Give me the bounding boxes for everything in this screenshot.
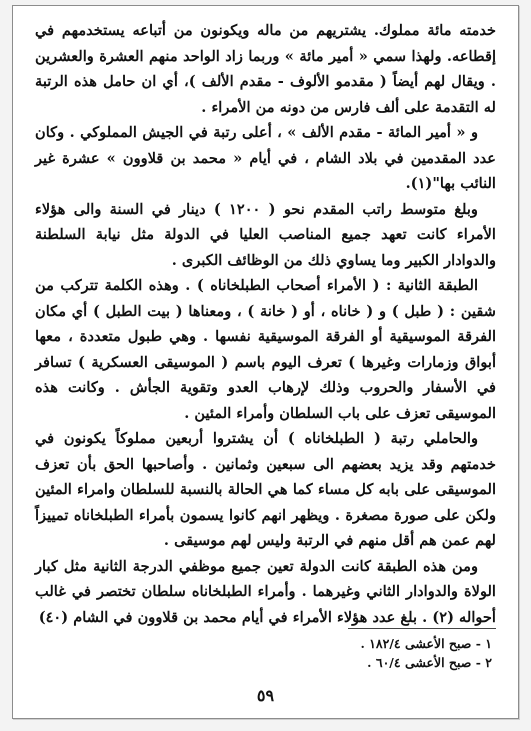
paragraph-3: وبلغ متوسط راتب المقدم نحو ( ١٢٠٠ ) دينار في السنة والى هؤلاء الأمراء كانت تعهد جميع المناصب العليا في الدولة مثل نيابة السلطنة والدوادار الكبير وما يساوي ذلك من الوظائف الكبرى .: [35, 200, 496, 269]
main-text: [35, 18, 496, 630]
paragraph-1: خدمته مائة مملوك. يشتريهم من ماله ويكونون من أتباعه يستخدمهم في إقطاعه. ولهذا سمي « أمير مائة » وربما زاد الواحد منهم العشرة والعشرين . ويقال لهم أيضاً ( مقدمو الألوف - مقدم الألف )، أي ان حامل هذه الرتبة له التقدمة على ألف فارس من دونه من الأمراء .: [35, 22, 496, 116]
paragraph-5: والحاملي رتبة ( الطبلخاناه ) أن يشتروا أربعين مملوكاً يكونون في خدمتهم وقد يزيد بعضهم الى سبعين وثمانين . وأصاحبها الحق بأن تعزف الموسيقى على بابه كل مساء كما هي الحالة بالنسبة للسلطان وامراء المئين ولكن على صورة مصغرة . ويظهر انهم كانوا يسمون بأمراء الطبلخاناه تمييزاً لهم عمن هم أقل منهم في الرتبة وليس لهم موسيقى .: [35, 430, 496, 549]
footnote-2: ٢ - صبح الأعشى ٦٠/٤ .: [367, 655, 492, 670]
paragraph-4: الطبقة الثانية : ( الأمراء أصحاب الطبلخاناه ) . وهذه الكلمة تتركب من شقين : ( طبل ) و ( خاناه ، أو ( خانة ) ، ومعناها ( بيت الطبل ) أي مكان الفرقة الموسيقية أو الفرقة الموسيقية نفسها . وهي طبول متعددة ، معها أبواق وزمارات وغيرها ) تعرف اليوم باسم ( الموسيقى العسكرية ) تسافر في الأسفار والحروب وذلك لإرهاب العدو وتقوية الجأش . وكانت هذه الموسيقى تعزف على باب السلطان وأمراء المئين .: [35, 277, 496, 422]
paragraph-2: و « أمير المائة - مقدم الألف » ، أعلى رتبة في الجيش المملوكي . وكان عدد المقدمين في بلاد الشام ، في أيام « محمد بن قلاوون » عشرة غير النائب بها"(١).: [35, 124, 496, 192]
scanned-page: [12, 5, 519, 719]
page-number: ٥٩: [256, 686, 275, 705]
footnotes: [35, 634, 492, 672]
footnote-separator: [348, 628, 496, 629]
footnote-1: ١ - صبح الأعشى ١٨٢/٤ .: [360, 636, 492, 651]
paragraph-6: ومن هذه الطبقة كانت الدولة تعين جميع موظفي الدرجة الثانية مثل كبار الولاة والدوادار الثاني وغيرهما . وأمراء الطبلخاناه سلطان تختصر في غالب أحواله (٢) . بلغ عدد هؤلاء الأمراء في أيام محمد بن قلاوون في الشام (٤٠): [35, 557, 496, 626]
